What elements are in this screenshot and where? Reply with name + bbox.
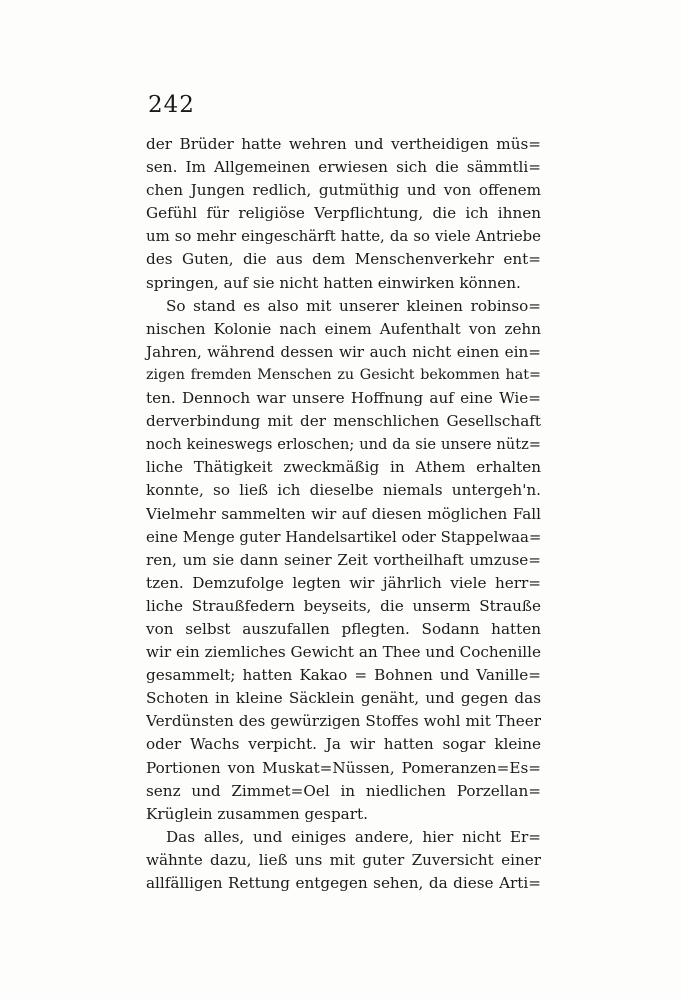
text-line: noch keineswegs erloschen; und da sie unsere nütz= [146, 436, 541, 454]
text-line: Jahren, während dessen wir auch nicht einen ein= [146, 342, 541, 361]
text-line: oder Wachs verpicht. Ja wir hatten sogar kleine [146, 735, 541, 754]
text-line: wähnte dazu, ließ uns mit guter Zuversicht einer [146, 850, 541, 869]
text-line: tzen. Demzufolge legten wir jährlich viele herr= [146, 573, 541, 592]
text-line: Verdünsten des gewürzigen Stoffes wohl mit Theer [146, 712, 541, 731]
text-line: konnte, so ließ ich dieselbe niemals untergeh'n. [146, 481, 541, 500]
text-line: Gefühl für religiöse Verpflichtung, die ich ihnen [146, 204, 541, 223]
text-line: liche Thätigkeit zweckmäßig in Athem erhalten [146, 458, 541, 477]
text-line: zigen fremden Menschen zu Gesicht bekommen hat= [146, 366, 541, 383]
text-line: ten. Dennoch war unsere Hoffnung auf eine Wie= [146, 389, 541, 408]
text-line: um so mehr eingeschärft hatte, da so viele Antriebe [146, 227, 541, 246]
page-number: 242 [148, 92, 195, 118]
text-line: springen, auf sie nicht hatten einwirken können. [146, 273, 521, 292]
text-line: Portionen von Muskat=Nüssen, Pomeranzen=Es= [146, 758, 541, 777]
text-line: eine Menge guter Handelsartikel oder Stappelwaa= [146, 527, 542, 546]
text-line: So stand es also mit unserer kleinen robinso= [166, 296, 541, 315]
text-line: Schoten in kleine Säcklein genäht, und gegen das [146, 689, 541, 708]
text-line: wir ein ziemliches Gewicht an Thee und Cochenille [146, 643, 541, 662]
text-line: derverbindung mit der menschlichen Gesellschaft [146, 412, 541, 431]
text-line: gesammelt; hatten Kakao = Bohnen und Vanille= [146, 666, 541, 685]
text-line: liche Straußfedern beyseits, die unserm Strauße [146, 596, 541, 615]
text-line: des Guten, die aus dem Menschenverkehr ent= [146, 250, 541, 269]
text-line: von selbst auszufallen pflegten. Sodann hatten [146, 619, 541, 638]
text-line: ren, um sie dann seiner Zeit vortheilhaft umzuse= [146, 550, 541, 569]
text-line: Vielmehr sammelten wir auf diesen möglichen Fall [146, 504, 541, 523]
text-line: senz und Zimmet=Oel in niedlichen Porzellan= [146, 781, 541, 800]
text-line: allfälligen Rettung entgegen sehen, da diese Arti= [146, 874, 541, 892]
text-line: sen. Im Allgemeinen erwiesen sich die sämmtli= [146, 158, 541, 177]
text-line: chen Jungen redlich, gutmüthig und von offenem [146, 181, 541, 200]
text-line: Das alles, und einiges andere, hier nicht Er= [166, 827, 541, 846]
text-line: der Brüder hatte wehren und vertheidigen müs= [146, 135, 541, 153]
text-line: Krüglein zusammen gespart. [146, 804, 368, 823]
text-line: nischen Kolonie nach einem Aufenthalt von zehn [146, 319, 541, 338]
body-text [146, 133, 541, 895]
